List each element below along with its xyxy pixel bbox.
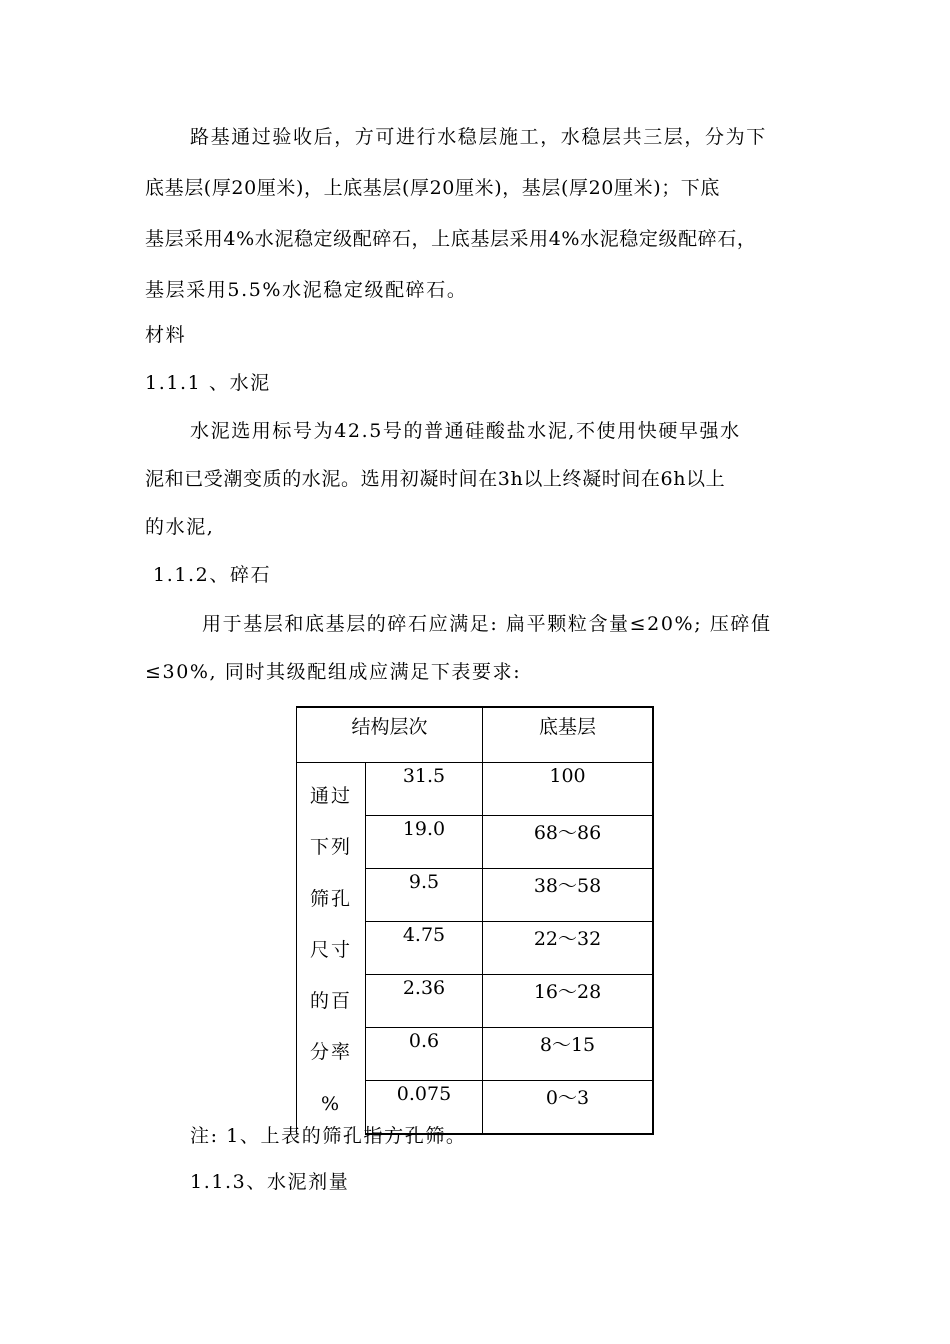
passing-percent-cell: 22～32	[483, 922, 654, 975]
sieve-size-cell: 2.36	[366, 975, 483, 1028]
section-heading-gravel: 1.1.2、碎石	[153, 564, 272, 586]
table-header-layer: 底基层	[483, 707, 654, 763]
passing-percent-cell: 100	[483, 763, 654, 816]
section-heading-cement: 1.1.1 、水泥	[145, 372, 271, 394]
paragraph-line: 路基通过验收后，方可进行水稳层施工，水稳层共三层，分为下	[190, 126, 767, 148]
paragraph-line: 的水泥,	[145, 516, 215, 538]
sieve-size-cell: 4.75	[366, 922, 483, 975]
paragraph-line: ≤30%, 同时其级配组成应满足下表要求:	[145, 661, 522, 683]
section-heading-dosage: 1.1.3、水泥剂量	[190, 1171, 350, 1193]
passing-percent-cell: 16～28	[483, 975, 654, 1028]
sieve-size-cell: 9.5	[366, 869, 483, 922]
sieve-size-cell: 0.6	[366, 1028, 483, 1081]
sieve-size-cell: 19.0	[366, 816, 483, 869]
table-row-label: 通过 下列 筛孔 尺寸 的百 分率 %	[297, 763, 366, 1135]
table-header-structure: 结构层次	[297, 707, 483, 763]
sieve-size-cell: 31.5	[366, 763, 483, 816]
table-note: 注: 1、上表的筛孔指方孔筛。	[190, 1125, 467, 1147]
passing-percent-cell: 0～3	[483, 1081, 654, 1135]
paragraph-line: 水泥选用标号为42.5号的普通硅酸盐水泥,不使用快硬早强水	[190, 420, 741, 442]
paragraph-line: 基层采用4%水泥稳定级配碎石，上底基层采用4%水泥稳定级配碎石，	[145, 228, 757, 250]
paragraph-line: 底基层(厚20厘米)，上底基层(厚20厘米)，基层(厚20厘米)；下底	[145, 177, 721, 199]
paragraph-line: 基层采用5.5%水泥稳定级配碎石。	[145, 279, 468, 301]
passing-percent-cell: 38～58	[483, 869, 654, 922]
paragraph-line: 用于基层和底基层的碎石应满足: 扁平颗粒含量≤20%; 压碎值	[202, 613, 772, 635]
paragraph-line: 泥和已受潮变质的水泥。选用初凝时间在3h以上终凝时间在6h以上	[145, 468, 726, 490]
sieve-size-cell: 0.075	[366, 1081, 483, 1135]
passing-percent-cell: 8～15	[483, 1028, 654, 1081]
passing-percent-cell: 68～86	[483, 816, 654, 869]
gradation-table	[296, 706, 654, 1135]
section-heading-materials: 材料	[145, 324, 187, 346]
